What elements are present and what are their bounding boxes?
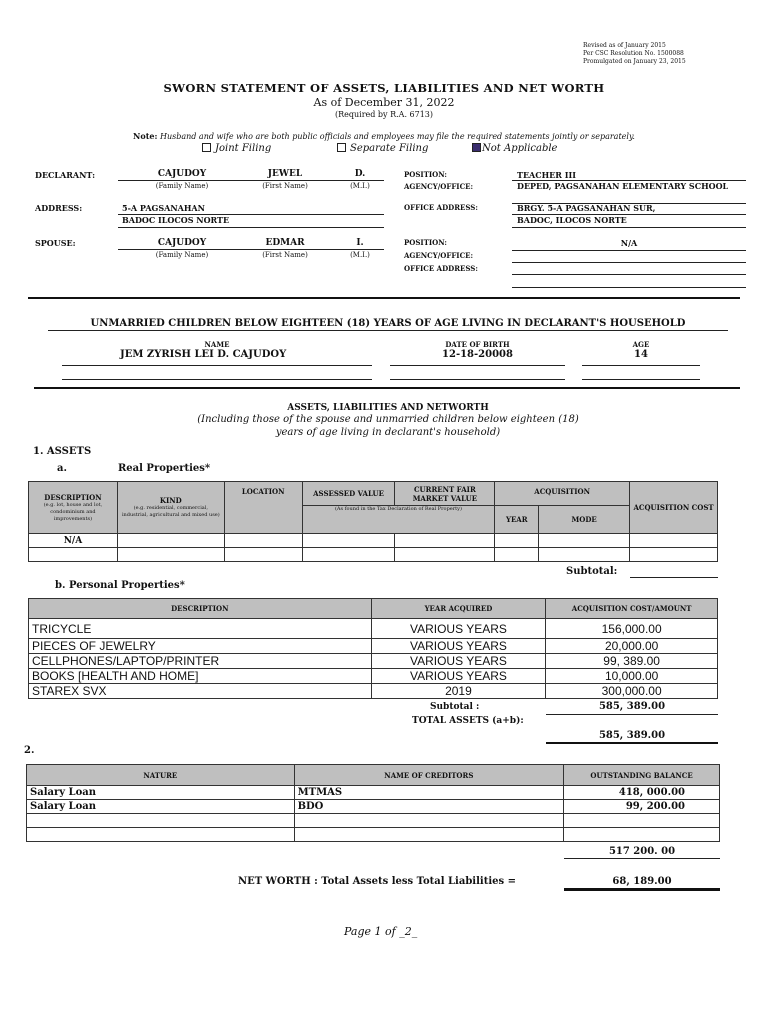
address-line-2: BADOC ILOCOS NORTE [122,215,230,225]
personal-header-cost: ACQUISITION COST/AMOUNT [546,599,718,619]
liabilities-number: 2. [24,745,35,756]
declarant-family-caption: (Family Name) [155,182,209,190]
personal-properties-table [28,598,718,699]
aln-sub-2: years of age living in declarant's household) [275,427,501,438]
liability-row-1-balance: 418, 000.00 [564,786,720,800]
personal-row-1-year: VARIOUS YEARS [371,619,546,639]
declarant-agency-label: AGENCY/OFFICE: [404,182,474,191]
declarant-agency: DEPED, PAGSANAHAN ELEMENTARY SCHOOL [517,181,729,191]
note-label: Note: [133,131,158,141]
children-heading: UNMARRIED CHILDREN BELOW EIGHTEEN (18) YEARS OF AGE LIVING IN DECLARANT'S HOUSEHOLD [90,318,686,329]
real-header-cost: ACQUISITION COST [630,482,718,534]
personal-properties-heading: b. Personal Properties* [55,580,185,591]
declarant-family-name: CAJUDOY [157,169,207,179]
separate-filing-option[interactable] [337,143,428,154]
personal-row-3-cost: 99, 389.00 [546,654,718,669]
real-properties-heading: Real Properties* [118,463,211,474]
liabilities-total: 517 200. 00 [608,846,676,857]
real-header-assessed: ASSESSED VALUE [302,482,395,506]
personal-row-3-description: CELLPHONES/LAPTOP/PRINTER [29,654,372,669]
personal-row-5-description: STAREX SVX [29,684,372,699]
assets-heading: 1. ASSETS [33,446,92,457]
real-header-mode: MODE [539,506,630,534]
address-label: ADDRESS: [35,203,83,213]
joint-filing-label: Joint Filing [215,143,272,154]
personal-row-4-cost: 10,000.00 [546,669,718,684]
table-row [27,786,720,800]
as-of-date: As of December 31, 2022 [313,96,455,109]
personal-row-2-year: VARIOUS YEARS [371,639,546,654]
personal-row-4-year: VARIOUS YEARS [371,669,546,684]
real-header-description [29,482,118,534]
declarant-mi: D. [354,169,366,179]
aln-sub-1: (Including those of the spouse and unmarried children below eighteen (18) [197,414,579,425]
not-applicable-checkbox[interactable] [472,143,481,152]
spouse-first-caption: (First Name) [262,251,308,259]
page-number: Page 1 of _2_ [344,925,418,938]
not-applicable-label: Not Applicable [482,143,558,154]
real-properties-table [28,481,718,562]
real-subtotal-label: Subtotal: [566,566,618,577]
revision-line-2: Per CSC Resolution No. 1500088 [583,50,684,57]
declarant-label: DECLARANT: [35,170,96,180]
liabilities-header-creditors: NAME OF CREDITORS [294,765,564,786]
personal-row-5-year: 2019 [371,684,546,699]
separate-filing-label: Separate Filing [350,143,429,154]
children-dob-header: DATE OF BIRTH [445,340,510,349]
real-header-fair: CURRENT FAIR MARKET VALUE [395,482,495,506]
real-properties-letter: a. [57,463,67,474]
page-title: SWORN STATEMENT OF ASSETS, LIABILITIES AND NET WORTH [163,81,605,95]
spouse-first-name: EDMAR [265,238,305,248]
personal-row-2-cost: 20,000.00 [546,639,718,654]
total-assets: 585, 389.00 [598,730,666,741]
spouse-family-name: CAJUDOY [157,238,207,248]
note-text: Husband and wife who are both public officials and employees may file the required statements jointly or separately. [159,132,635,141]
table-row [29,654,718,669]
separate-filing-checkbox[interactable] [337,143,346,152]
declarant-position-label: POSITION: [404,170,448,179]
liabilities-header-nature: NATURE [27,765,295,786]
office-address-label: OFFICE ADDRESS: [404,203,478,212]
spouse-position-label: POSITION: [404,238,448,247]
real-header-kind [117,482,224,534]
real-header-kind-label: KIND [159,496,182,505]
real-header-location: LOCATION [224,482,302,534]
address-line-1: 5-A PAGSANAHAN [122,203,205,213]
liability-row-1-creditor: MTMAS [294,786,564,800]
liabilities-table [26,764,720,842]
children-name-header: NAME [204,340,230,349]
declarant-first-caption: (First Name) [262,182,308,190]
child-age: 14 [634,349,648,360]
liability-row-2-balance: 99, 200.00 [564,800,720,814]
personal-row-5-cost: 300,000.00 [546,684,718,699]
liability-row-1-nature: Salary Loan [27,786,295,800]
spouse-mi-caption: (M.I.) [350,251,370,259]
children-age-header: AGE [632,340,650,349]
required-by: (Required by R.A. 6713) [334,110,434,119]
spouse-position: N/A [620,238,638,248]
personal-row-1-description: TRICYCLE [29,619,372,639]
declarant-first-name: JEWEL [267,169,303,179]
declarant-mi-caption: (M.I.) [350,182,370,190]
table-row [29,684,718,699]
real-header-description-sub: (e.g. lot, house and lot, condominium and improvements) [43,501,103,522]
spouse-family-caption: (Family Name) [155,251,209,259]
liability-row-2-creditor: BDO [294,800,564,814]
personal-subtotal: 585, 389.00 [598,701,666,712]
net-worth-label: NET WORTH : Total Assets less Total Liabilities = [238,876,516,887]
real-row-1-description: N/A [29,534,118,548]
real-header-year: YEAR [495,506,539,534]
table-row [29,669,718,684]
personal-row-1-cost: 156,000.00 [546,619,718,639]
personal-subtotal-label: Subtotal : [430,702,480,712]
net-worth-value: 68, 189.00 [612,876,672,887]
personal-header-year: YEAR ACQUIRED [371,599,546,619]
revision-note [583,42,703,66]
real-header-fair-sub: (As found in the Tax Declaration of Real Property) [302,506,495,534]
joint-filing-option[interactable] [202,143,271,154]
total-assets-label: TOTAL ASSETS (a+b): [412,716,524,726]
declarant-position: TEACHER III [517,170,576,180]
personal-row-4-description: BOOKS [HEALTH AND HOME] [29,669,372,684]
joint-filing-checkbox[interactable] [202,143,211,152]
table-row [29,639,718,654]
real-header-acquisition: ACQUISITION [495,482,630,506]
office-address-line-2: BADOC, ILOCOS NORTE [517,215,627,225]
real-header-kind-sub: (e.g. residential, commercial, industrial, agricultural and mixed use) [121,505,220,518]
personal-row-3-year: VARIOUS YEARS [371,654,546,669]
revision-line-1: Revised as of January 2015 [583,42,666,49]
real-header-description-label: DESCRIPTION [44,492,102,502]
spouse-mi: I. [356,238,364,248]
table-row [29,619,718,639]
spouse-office-address-label: OFFICE ADDRESS: [404,264,478,273]
personal-row-2-description: PIECES OF JEWELRY [29,639,372,654]
revision-line-3: Promulgated on January 23, 2015 [583,58,686,65]
personal-header-description: DESCRIPTION [29,599,372,619]
spouse-label: SPOUSE: [35,238,76,248]
child-dob: 12-18-20008 [442,349,513,360]
liability-row-2-nature: Salary Loan [27,800,295,814]
table-row [27,800,720,814]
office-address-line-1: BRGY. 5-A PAGSANAHAN SUR, [517,203,656,213]
child-name: JEM ZYRISH LEI D. CAJUDOY [120,349,287,360]
liabilities-header-balance: OUTSTANDING BALANCE [564,765,720,786]
spouse-agency-label: AGENCY/OFFICE: [404,251,474,260]
not-applicable-option[interactable] [472,143,557,154]
aln-heading: ASSETS, LIABILITIES AND NETWORTH [287,403,489,413]
note [0,131,768,141]
